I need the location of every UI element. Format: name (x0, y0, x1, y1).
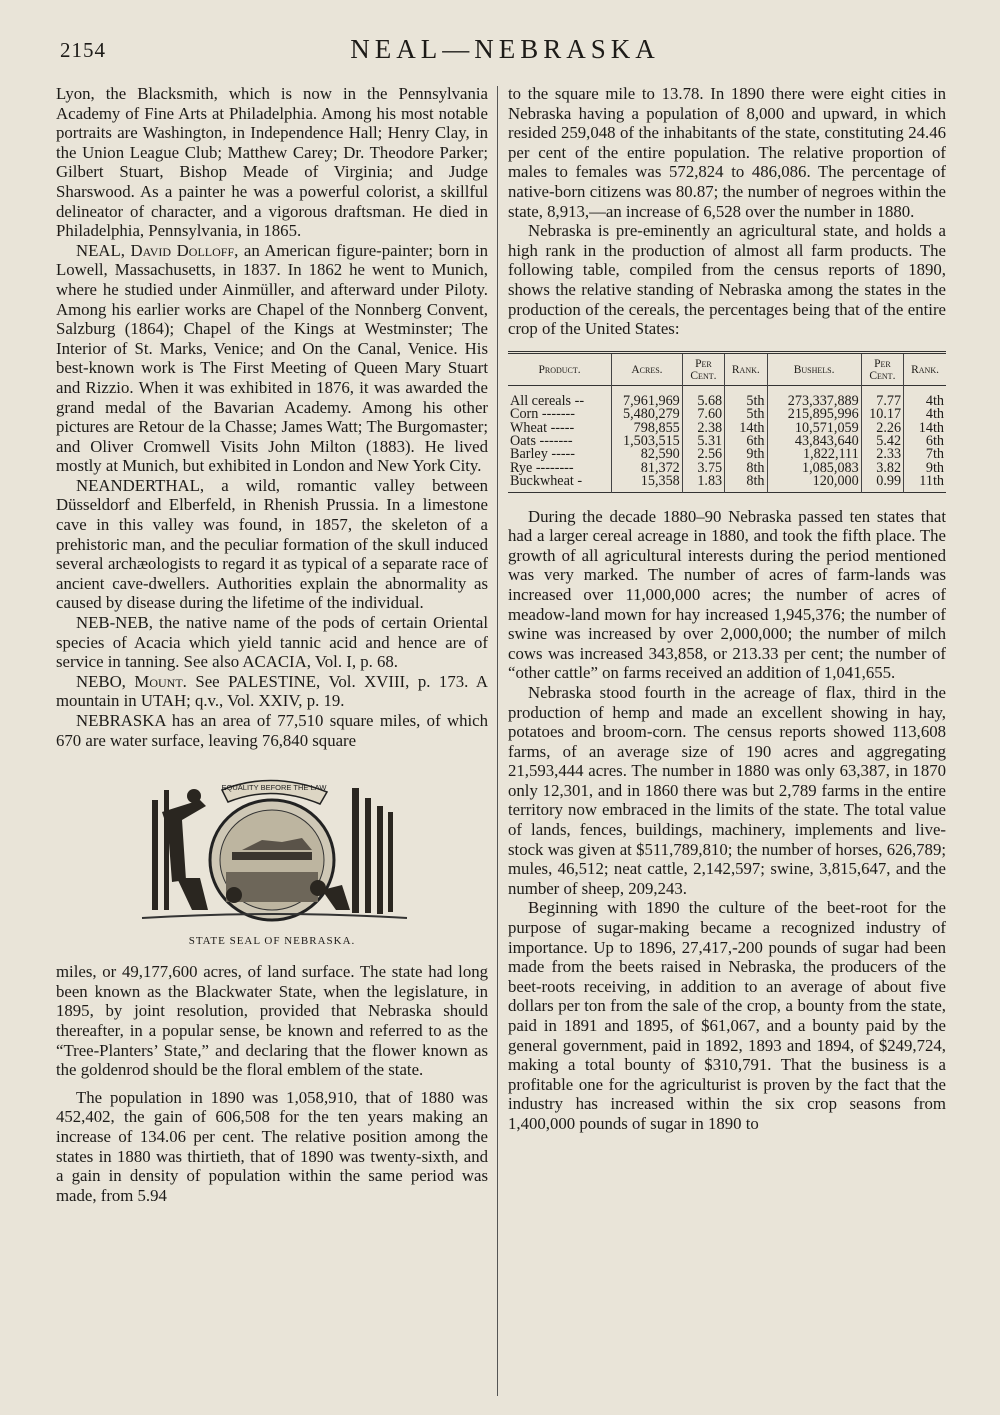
entry-nebo (56, 672, 488, 711)
cell-bushels-rank: 4th (904, 408, 946, 421)
cell-acres: 81,372 (612, 462, 683, 475)
entry-neanderthal: NEANDERTHAL, a wild, romantic valley between Düsseldorf and Elberfeld, in Rhenish Prussia. In a limestone cave in this valley was found, in 1857, the skeleton of a prehistoric man, and the peculiar formation of the skull induced several archæologists to regard it as typical of a separate race of ancient cave-dwellers. Authorities explain the abnormality as caused by disease during the lifetime of the individual. (56, 475, 488, 613)
cell-bushels-rank: 11th (904, 475, 946, 492)
page-number: 2154 (60, 38, 106, 62)
right-column (508, 84, 946, 1134)
running-title: NEAL—NEBRASKA (350, 34, 660, 64)
cell-bushels: 43,843,640 (767, 435, 861, 448)
entry-neb-neb: NEB-NEB, the native name of the pods of certain Oriental species of Acacia which yield tannic acid and hence are of service in tanning. See also ACACIA, Vol. I, p. 68. (56, 613, 488, 672)
table-row (508, 385, 946, 408)
seal-caption: STATE SEAL OF NEBRASKA. (188, 935, 356, 948)
cell-bushels: 1,085,083 (767, 462, 861, 475)
cell-acres: 798,855 (612, 422, 683, 435)
cell-bushels-rank: 4th (904, 385, 946, 408)
cell-acres-rank: 9th (725, 448, 767, 461)
cell-product: All cereals -- (510, 392, 585, 409)
cell-bushels: 1,822,111 (767, 448, 861, 461)
col-header: Rank. (725, 352, 767, 385)
cell-bushels-rank: 9th (904, 462, 946, 475)
cell-acres-pct: 7.60 (682, 408, 724, 421)
col-header: Bushels. (767, 352, 861, 385)
cell-acres-rank: 8th (725, 462, 767, 475)
cell-acres: 5,480,279 (612, 408, 683, 421)
cell-bushels-pct: 7.77 (861, 385, 903, 408)
entry-nebraska-intro: NEBRASKA has an area of 77,510 square miles, of which 670 are water surface, leaving 76,840 square (56, 711, 488, 750)
paragraph-decade-growth: During the decade 1880–90 Nebraska passed ten states that had a larger cereal acreage in 1880, and took the fifth place. The growth of all agricultural interests during the period mentioned was very marked. The number of acres of farm-lands was increased over 11,000,000 acres; the number of acres of meadow-land mown for hay increased 1,945,376; the number of swine was increased by over 2,000,000; the number of milch cows was increased 343,858, or 213.33 per cent; the number of “other cattle” on farms received an addition of 1,041,655. (508, 506, 946, 683)
seal-banner: EQUALITY BEFORE THE LAW (221, 783, 327, 793)
paragraph-beet-sugar: Beginning with 1890 the culture of the beet-root for the purpose of sugar-making became a recognized industry of importance. Up to 1896, 27,417,-200 pounds of sugar had been made from the beets raised in Nebraska, the producers of the beet-roots receiving, in addition to an average of about five dollars per ton from the sale of the crop, a bounty from the state, paid in 1891 and 1895, of $61,067, and a bounty paid by the general government, paid in 1892, 1893 and 1894, of $249,724, making a total bounty of $310,791. That the business is a profitable one for the agriculturist is proven by the fact that the industry has increased within the six crop seasons from 1,400,000 pounds of sugar in 1890 to (508, 898, 946, 1133)
col-header: Per Cent. (861, 352, 903, 385)
page-header (60, 34, 950, 72)
cell-bushels-rank: 14th (904, 422, 946, 435)
cell-bushels-pct: 2.33 (861, 448, 903, 461)
paragraph-agriculture: Nebraska is pre-eminently an agricultural state, and holds a high rank in the production of almost all farm products. The following table, compiled from the census reports of 1890, shows the relative standing of Nebraska among the states in the production of the cereals, the percentages being that of the entire crop of the United States: (508, 221, 946, 339)
entry-neal-david (56, 241, 488, 476)
entry-given-name: David Dolloff, (130, 240, 239, 260)
cell-bushels: 120,000 (767, 475, 861, 492)
column-divider (497, 86, 498, 1396)
col-header: Rank. (904, 352, 946, 385)
cereals-table (508, 351, 946, 493)
paragraph-population: The population in 1890 was 1,058,910, that of 1880 was 452,402, the gain of 606,508 for the ten years making an increase of 134.06 per cent. The relative position among the states in 1880 was thirtieth, that of 1890 was twenty-sixth, and a gain in density of population within the same period was made, from 5.94 (56, 1087, 488, 1205)
cell-bushels-pct: 2.26 (861, 422, 903, 435)
cell-bushels-pct: 5.42 (861, 435, 903, 448)
cell-acres-pct: 5.31 (682, 435, 724, 448)
cell-acres-pct: 2.38 (682, 422, 724, 435)
cell-bushels-rank: 6th (904, 435, 946, 448)
cell-acres: 7,961,969 (612, 385, 683, 408)
cell-product: Buckwheat - (510, 473, 583, 490)
paragraph-population-cont: to the square mile to 13.78. In 1890 there were eight cities in Nebraska having a population of 8,000 and upward, in which resided 259,048 of the inhabitants of the state, constituting 24.46 per cent of the entire population. The relative proportion of males to females was 572,824 to 486,086. The percentage of native-born citizens was 80.87; the number of negroes within the state, 8,913,—an increase of 6,528 over the number in 1880. (508, 84, 946, 221)
cell-product: Rye -------- (510, 459, 574, 476)
cell-acres: 1,503,515 (612, 435, 683, 448)
state-seal-figure (56, 760, 488, 956)
entry-body: an American figure-painter; born in Lowell, Massachusetts, in 1837. In 1862 he went to Munich, where he studied under Ainmüller, and afterward under Piloty. Among his earlier works are Chapel of the Nonnberg Convent, Salzburg (1864); Chapel of the Kings at Westminster; The Interior of St. Marks, Venice; and On the Canal, Venice. His best-known work is The First Meeting of Queen Mary Stuart and Rizzio. When it was exhibited in 1876, it was awarded the grand medal of the Bavarian Academy. Among his other pictures are Retour de la Chasse; James Watt; The Burgomaster; and Oliver Cromwell Visits John Milton (1883). He lived mostly at Munich, but exhibited in London and New York City. (56, 240, 488, 476)
cell-acres-pct: 3.75 (682, 462, 724, 475)
cell-product: Wheat ----- (510, 419, 575, 436)
cell-bushels-rank: 7th (904, 448, 946, 461)
entry-headword: NEAL, (76, 240, 125, 260)
cell-bushels: 215,895,996 (767, 408, 861, 421)
cell-product: Barley ----- (510, 446, 575, 463)
cell-bushels-pct: 10.17 (861, 408, 903, 421)
entry-body: See PALESTINE, Vol. XVIII, p. 173. A mountain in UTAH; q.v., Vol. XXIV, p. 19. (56, 671, 488, 711)
col-header: Product. (538, 363, 581, 376)
cell-bushels: 273,337,889 (767, 385, 861, 408)
left-column (56, 84, 488, 1205)
cell-product: Oats ------- (510, 432, 573, 449)
cell-product: Corn ------- (510, 406, 575, 423)
cell-acres-pct: 1.83 (682, 475, 724, 492)
cell-bushels-pct: 0.99 (861, 475, 903, 492)
cell-acres-pct: 5.68 (682, 385, 724, 408)
cell-bushels: 10,571,059 (767, 422, 861, 435)
cell-acres-rank: 8th (725, 475, 767, 492)
entry-given-name: Mount. (134, 671, 187, 691)
cell-acres: 82,590 (612, 448, 683, 461)
cell-acres-rank: 5th (725, 408, 767, 421)
paragraph-flax-farms: Nebraska stood fourth in the acreage of flax, third in the production of hemp and made an excellent showing in hay, potatoes and broom-corn. The census reports showed 113,608 farms, of an average size of 190 acres and aggregating 21,593,444 acres. The number in 1880 was only 63,387, in 1870 only 12,301, and in 1860 there was but 2,789 farms in the entire territory now embraced in the limits of the state. The total value of lands, fences, buildings, machinery, implements and live-stock was given at $511,789,810; the number of horses, 626,789; mules, 46,512; neat cattle, 2,142,597; swine, 3,815,647, and the number of sheep, 209,243. (508, 682, 946, 898)
table-header-row (508, 352, 946, 385)
col-header: Acres. (612, 352, 683, 385)
col-header: Per Cent. (682, 352, 724, 385)
cell-acres-pct: 2.56 (682, 448, 724, 461)
cell-acres-rank: 6th (725, 435, 767, 448)
cell-acres-rank: 14th (725, 422, 767, 435)
cell-acres-rank: 5th (725, 385, 767, 408)
state-seal-image (122, 760, 422, 928)
cell-bushels-pct: 3.82 (861, 462, 903, 475)
paragraph-neal-portraits: Lyon, the Blacksmith, which is now in the Pennsylvania Academy of Fine Arts at Philadelphia. Among his most notable portraits are Washington, in Independence Hall; Henry Clay, in the Union League Club; Matthew Carey; Dr. Theodore Parker; Gilbert Stuart, Bishop Meade of Virginia; and Judge Sharswood. As a painter he was a powerful colorist, a skillful delineator of character, and a vigorous draftsman. He died in Philadelphia, Pennsylvania, in 1865. (56, 84, 488, 241)
cell-acres: 15,358 (612, 475, 683, 492)
paragraph-land-surface: miles, or 49,177,600 acres, of land surface. The state had long been known as the Blackwater State, when the legislature, in 1895, by joint resolution, provided that Nebraska should thereafter, in a popular sense, be known and referred to as the “Tree-Planters’ State,” and declaring that the flower known as the goldenrod should be the floral emblem of the state. (56, 962, 488, 1080)
entry-headword: NEBO, (76, 671, 126, 691)
table-row (508, 475, 946, 492)
